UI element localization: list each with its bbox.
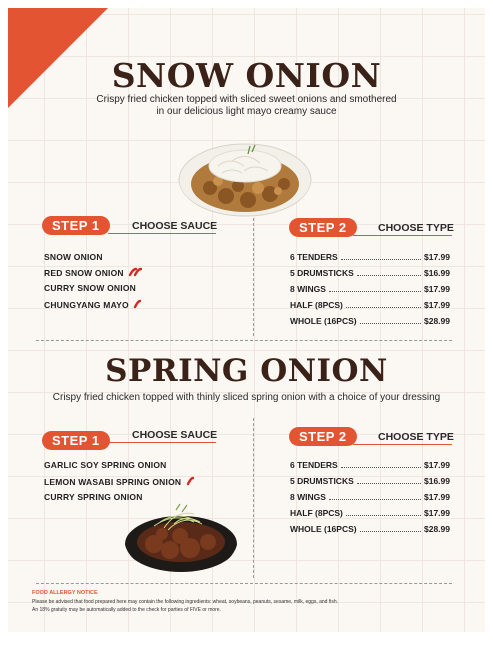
sauce-item: CURRY SNOW ONION — [44, 283, 136, 293]
snow-onion-dish-image — [178, 136, 312, 218]
type-row: 6 TENDERS $17.99 — [290, 252, 450, 262]
step2-underline-spring — [353, 444, 452, 445]
allergy-notice-title: FOOD ALLERGY NOTICE — [32, 590, 98, 596]
step1-underline-snow — [108, 233, 216, 234]
section-title-spring-onion: SPRING ONION — [105, 353, 388, 389]
sauce-item: RED SNOW ONION — [44, 267, 142, 278]
step1-badge-snow: STEP 1 — [42, 215, 110, 235]
type-row: 5 DRUMSTICKS $16.99 — [290, 476, 450, 486]
type-row: 8 WINGS $17.99 — [290, 284, 450, 294]
sauce-item: GARLIC SOY SPRING ONION — [44, 460, 167, 470]
step2-badge-snow: STEP 2 — [289, 217, 357, 237]
type-row: 6 TENDERS $17.99 — [290, 460, 450, 470]
type-row: HALF (8PCS) $17.99 — [290, 508, 450, 518]
sauce-item: CHUNGYANG MAYO — [44, 299, 141, 310]
type-row: WHOLE (16PCS) $28.99 — [290, 316, 450, 326]
type-row: WHOLE (16PCS) $28.99 — [290, 524, 450, 534]
sauce-item: SNOW ONION — [44, 252, 103, 262]
footer-divider — [36, 583, 452, 584]
spring-onion-dish-image — [124, 500, 238, 576]
step1-heading-snow: CHOOSE SAUCE — [132, 220, 218, 232]
step2-heading-snow: CHOOSE TYPE — [378, 222, 454, 234]
section-description-spring-onion: Crispy fried chicken topped with thinly sliced spring onion with a choice of your dressing — [52, 392, 441, 403]
sauce-item: CURRY SPRING ONION — [44, 492, 143, 502]
step1-heading-spring: CHOOSE SAUCE — [132, 429, 218, 441]
step2-underline-snow — [353, 235, 452, 236]
step2-heading-spring: CHOOSE TYPE — [378, 431, 454, 443]
column-divider — [253, 218, 254, 336]
chili-pepper-icon — [133, 299, 141, 309]
type-row: 8 WINGS $17.99 — [290, 492, 450, 502]
allergy-notice-text: Please be advised that food prepared here may contain the following ingredients: wheat, soybeans, peanuts, sesame, milk, eggs, and fish. An 18% gratuity may be automatically added to the check for parties of FIVE or more. — [32, 599, 339, 613]
step1-badge-spring: STEP 1 — [42, 430, 110, 450]
sauce-item: LEMON WASABI SPRING ONION — [44, 476, 194, 487]
chili-pepper-icon — [128, 267, 142, 277]
column-divider — [253, 418, 254, 578]
type-row: 5 DRUMSTICKS $16.99 — [290, 268, 450, 278]
section-divider — [36, 340, 452, 341]
chili-pepper-icon — [186, 476, 194, 486]
step1-underline-spring — [108, 442, 216, 443]
step2-badge-spring: STEP 2 — [289, 426, 357, 446]
type-row: HALF (8PCS) $17.99 — [290, 300, 450, 310]
menu-page — [8, 8, 485, 632]
section-title-snow-onion: SNOW ONION — [111, 56, 382, 95]
section-description-snow-onion: Crispy fried chicken topped with sliced sweet onions and smothered in our delicious light mayo creamy sauce — [96, 94, 397, 117]
